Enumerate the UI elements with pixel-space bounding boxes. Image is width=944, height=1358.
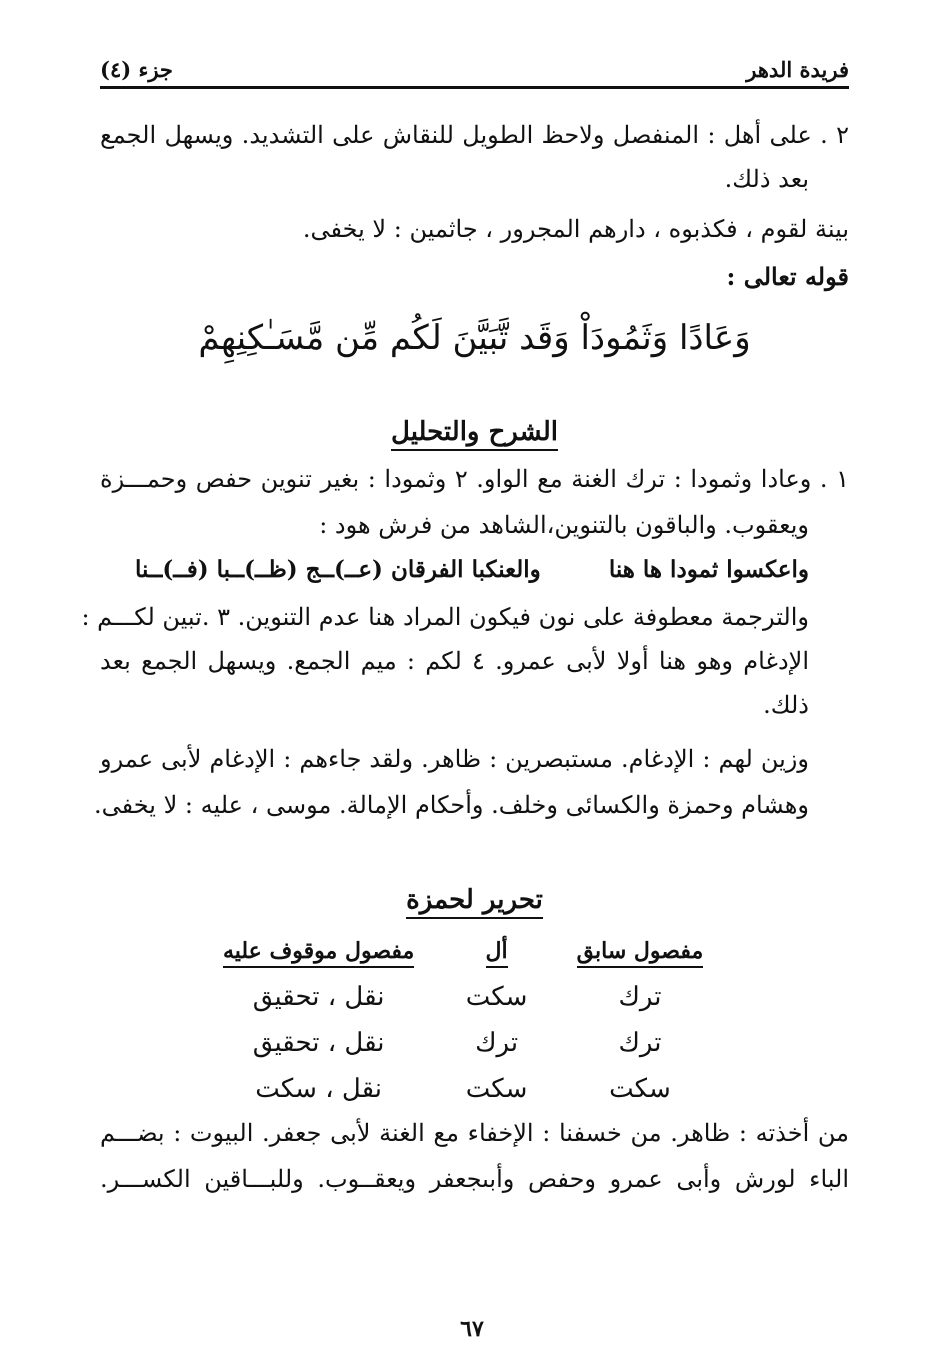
explanation-line-7: وزين لهم : الإدغام. مستبصرين : ظاهر. ولقد جاءهم : الإدغام لأبى عمرو xyxy=(100,745,809,773)
table-cell: نقل ، تحقيق xyxy=(252,982,385,1012)
hamza-table xyxy=(200,928,724,1112)
explanation-line-5: الإدغام وهو هنا أولا لأبى عمرو. ٤ لكم : ميم الجمع. ويسهل الجمع بعد xyxy=(100,647,809,675)
header-al: أل xyxy=(486,938,508,968)
intro-line-2: بعد ذلك. xyxy=(724,165,809,193)
intro-line-3: بينة لقوم ، فكذبوه ، دارهم المجرور ، جاثمين : لا يخفى. xyxy=(302,215,849,243)
hamza-table-title xyxy=(100,882,849,918)
table-cell: نقل ، تحقيق xyxy=(252,1028,385,1058)
table-cell: ترك xyxy=(618,982,662,1012)
table-header-cell xyxy=(437,938,556,964)
hamza-table-title-text: تحرير لحمزة xyxy=(406,885,543,919)
table-cell: سكت xyxy=(465,982,528,1012)
table-cell: ترك xyxy=(475,1028,519,1058)
explanation-line-2: ويعقوب. والباقون بالتنوين،الشاهد من فرش هود : xyxy=(319,511,809,539)
table-cell: سكت xyxy=(609,1074,671,1104)
table-row xyxy=(200,974,724,1020)
table-header-row xyxy=(200,928,724,974)
table-cell: نقل ، سكت xyxy=(255,1074,382,1104)
part-label: جزء (٤) xyxy=(100,57,173,82)
table-header-cell xyxy=(556,938,724,964)
table-row xyxy=(200,1066,724,1112)
page-header xyxy=(100,44,849,89)
page-number: ٦٧ xyxy=(460,1316,484,1342)
closing-line-2: الباء لورش وأبى عمرو وحفص وأبىجعفر ويعقــوب. وللبـــاقين الكســـر. xyxy=(100,1165,849,1193)
explanation-line-8: وهشام وحمزة والكسائى وخلف. وأحكام الإمالة. موسى ، عليه : لا يخفى. xyxy=(94,791,809,819)
poem-verse xyxy=(135,556,809,583)
quran-verse: وَعَادًا وَثَمُودَاْ وَقَد تَّبَيَّنَ لَكُم مِّن مَّسَـٰكِنِهِمْ xyxy=(198,318,751,358)
book-title: فريدة الدهر xyxy=(746,57,849,82)
header-mafsul-mawquf: مفصول موقوف عليه xyxy=(223,938,414,968)
table-header-cell xyxy=(200,938,437,964)
verse-label: قوله تعالى : xyxy=(726,262,849,291)
explanation-title xyxy=(100,414,849,450)
explanation-title-text: الشرح والتحليل xyxy=(391,417,558,451)
explanation-line-4: والترجمة معطوفة على نون فيكون المراد هنا عدم التنوين. ٣ .تبين لكـــم : xyxy=(81,603,809,631)
intro-line-1: ٢ . على أهل : المنفصل ولاحظ الطويل للنقاش على التشديد. ويسهل الجمع xyxy=(100,121,849,149)
poem-second-hemistich: والعنكبا الفرقان (عــ)ــج (ظــ)ــبا (فــ)ــنا xyxy=(135,556,541,583)
header-mafsul-sabiq: مفصول سابق xyxy=(577,938,704,968)
table-row xyxy=(200,1020,724,1066)
explanation-line-1: ١ . وعادا وثمودا : ترك الغنة مع الواو. ٢ وثمودا : بغير تنوين حفص وحمـــزة xyxy=(100,465,849,493)
table-cell: ترك xyxy=(618,1028,662,1058)
table-cell: سكت xyxy=(465,1074,528,1104)
closing-line-1: من أخذته : ظاهر. من خسفنا : الإخفاء مع الغنة لأبى جعفر. البيوت : بضـــم xyxy=(100,1119,849,1147)
poem-first-hemistich: واعكسوا ثمودا ها هنا xyxy=(608,556,809,583)
explanation-line-6: ذلك. xyxy=(763,691,809,719)
